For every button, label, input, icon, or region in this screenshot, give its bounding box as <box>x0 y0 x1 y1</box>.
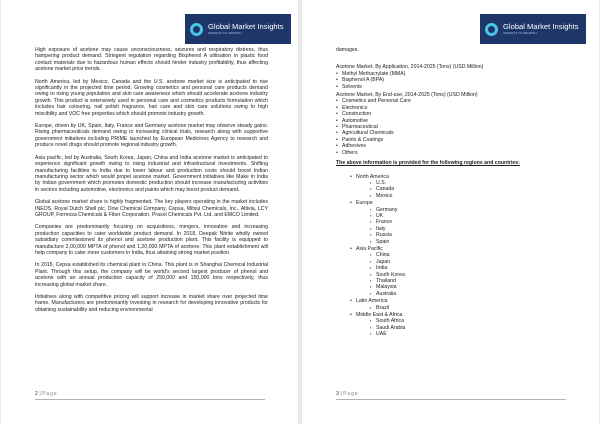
document-page-2 <box>1 0 298 424</box>
regions-list <box>336 174 569 338</box>
footer-separator: | <box>340 391 342 397</box>
country-item: ▪ South Korea <box>370 272 569 278</box>
regions-heading: The above information is provided for the following regions and countries: <box>336 160 520 167</box>
region-name: Asia Pacific <box>356 245 383 252</box>
country-list <box>356 207 569 245</box>
region-item <box>350 312 569 338</box>
list-item: • Adhesives <box>336 143 569 149</box>
list-item: • Bisphenol A (BPA) <box>336 77 569 83</box>
page-footer <box>35 391 265 400</box>
footer-page-label: Page <box>343 391 359 397</box>
country-item: ▪ France <box>370 219 569 225</box>
list-item: • Solvents <box>336 84 569 90</box>
country-list <box>356 305 569 311</box>
country-item: ▪ Saudi Arabia <box>370 325 569 331</box>
country-item: ▪ Russia <box>370 232 569 238</box>
country-item: ▪ Mexico <box>370 193 569 199</box>
logo-tagline: INSIGHTS TO GROWTH <box>503 31 537 36</box>
country-item: ▪ Brazil <box>370 305 569 311</box>
region-item <box>350 174 569 200</box>
paragraph: Initiatives along with competitive pricing will support increase in market share over projected time frame. Manufacturers are predominantly investing in research for developing innovative products for obtaining sustainability and reducing environmental <box>35 294 268 313</box>
logo-name: Global Market Insights <box>208 21 284 31</box>
page-body <box>336 47 569 339</box>
logo-name: Global Market Insights <box>503 21 579 31</box>
region-name: North America <box>356 173 389 180</box>
footer-separator: | <box>39 391 41 397</box>
country-list <box>356 180 569 199</box>
country-item: ▪ UK <box>370 213 569 219</box>
list-item: • Agricultural Chemicals <box>336 130 569 136</box>
country-item: ▪ U.S. <box>370 180 569 186</box>
paragraph: Europe, driven by UK, Spain, Italy, France and Germany acetone market may observe steady gains. Rising pharmaceuticals demand owing to increasing clinical trials, research along with supportive government initiatives including PRIME launched by European Medicines Agency to research and produce novel drugs should promote regional industry growth. <box>35 123 268 149</box>
country-item: ▪ India <box>370 265 569 271</box>
country-item: ▪ China <box>370 252 569 258</box>
country-item: ▪ South Africa <box>370 318 569 324</box>
footer-rule <box>336 399 566 400</box>
country-item: ▪ Spain <box>370 239 569 245</box>
country-item: ▪ Germany <box>370 207 569 213</box>
country-item: ▪ Canada <box>370 186 569 192</box>
country-item: ▪ Malaysia <box>370 284 569 290</box>
globe-icon <box>190 23 203 36</box>
list-item: • Others <box>336 150 569 156</box>
page-footer <box>336 391 566 400</box>
logo-tagline: INSIGHTS TO GROWTH <box>208 31 242 36</box>
application-list <box>336 71 569 90</box>
page-number: 3 <box>336 391 339 397</box>
country-item: ▪ Japan <box>370 259 569 265</box>
country-item: ▪ Thailand <box>370 278 569 284</box>
list-item: • Pharmaceutical <box>336 124 569 130</box>
region-name: Europe <box>356 200 373 207</box>
company-logo <box>185 14 291 44</box>
paragraph-continuation: damages. <box>336 47 359 53</box>
region-item <box>350 246 569 297</box>
country-item: ▪ UAE <box>370 331 569 337</box>
page-body <box>35 47 268 313</box>
application-heading: Acetone Market, By Application, 2014-2025 (Tons) (USD Million) <box>336 64 484 71</box>
paragraph: North America, led by Mexico, Canada and the U.S. acetone market size is anticipated to rise significantly in the projected time period. Growing cosmetics and personal care products demand owing to rising young population and skin care awareness which should accelerate acetone industry growth. This product is extensively used in personal care and cosmetics products formulation which includes hair colouring, nail polish fragrance, hair care and skin care solutions owing to high miscibility and VOC free properties which should promote industry growth. <box>35 78 268 117</box>
list-item: • Electronics <box>336 105 569 111</box>
paragraph: High exposure of acetone may cause unconsciousness, seizures and respiratory distress, thus hampering product demand. Stringent regulation regarding Bisphenol A utilisation in plastic food contact materials due to hazardous human effects should hinder industry profitability, thus affecting acetone market price trends. <box>35 47 268 73</box>
paragraph: In 2015, Cepsa established its chemical plant in China. This plant is in Shanghai Chemical Industrial Plant. Through this setup, the company will be world's second largest producer of phenol and acetone with an annual production capacity of 250,000 and 150,000 tons respectively, thus increasing global market share. <box>35 262 268 288</box>
footer-page-label: Page <box>42 391 58 397</box>
enduse-list <box>336 98 569 156</box>
country-item: ▪ Australia <box>370 291 569 297</box>
footer-rule <box>35 399 265 400</box>
company-logo <box>480 14 586 44</box>
globe-icon <box>485 23 498 36</box>
list-item: • Construction <box>336 111 569 117</box>
country-list <box>356 252 569 297</box>
region-name: Middle East & Africa <box>356 312 403 319</box>
page-number: 2 <box>35 391 38 397</box>
enduse-heading: Acetone Market, By End-use, 2014-2025 (Tons) (USD Million) <box>336 92 478 99</box>
region-name: Latin America <box>356 298 388 305</box>
paragraph: Global acetone market share is highly fragmented. The key players operating in the market includes INEOS, Royal Dutch Shell plc, Dow Chemical Company, Cepsa, Mitsui Chemicals, Inc., Altivia, LCY GROUP, Formosa Chemicals & Fiber Corporation, Prasol Chemicals Pvt. Ltd. and EMCO Limited. <box>35 199 268 218</box>
list-item: • Methyl Methacrylate (MMA) <box>336 71 569 77</box>
country-item: ▪ Italy <box>370 226 569 232</box>
list-item: • Paints & Coatings <box>336 137 569 143</box>
region-item <box>350 298 569 311</box>
country-list <box>356 318 569 337</box>
paragraph: Companies are predominantly focusing on acquisitions, mergers, innovation and increasing production capacities to cater worldwide product demand. In 2018, Deepak Nitrite wholly owned subsidiary commissioned its phenol and acetone production plant. This facility is equipped to manufacture 2,00,000 MPTA of phenol and 1,20,000 MPTA of acetone. This plant establishment will help company to cater more customers in India, thus attaining strong market position. <box>35 224 268 256</box>
list-item: • Automotive <box>336 118 569 124</box>
paragraph: Asia pacific, led by Australia, South Korea, Japan, China and India acetone market is anticipated to experience significant growth owing to rising industrial and infrastructural investments. Shifting manufacturing facilities to India due to lower labour and production costs should boost Indian manufacturing sector which would propel acetone market. Government initiatives like Make in India by Indian government which promotes domestic production should increase manufacturing activities in sectors including automotive, electronics and paints which may boost product demand. <box>35 154 268 193</box>
list-item: • Cosmetics and Personal Care <box>336 98 569 104</box>
document-page-3 <box>302 0 599 424</box>
region-item <box>350 200 569 245</box>
